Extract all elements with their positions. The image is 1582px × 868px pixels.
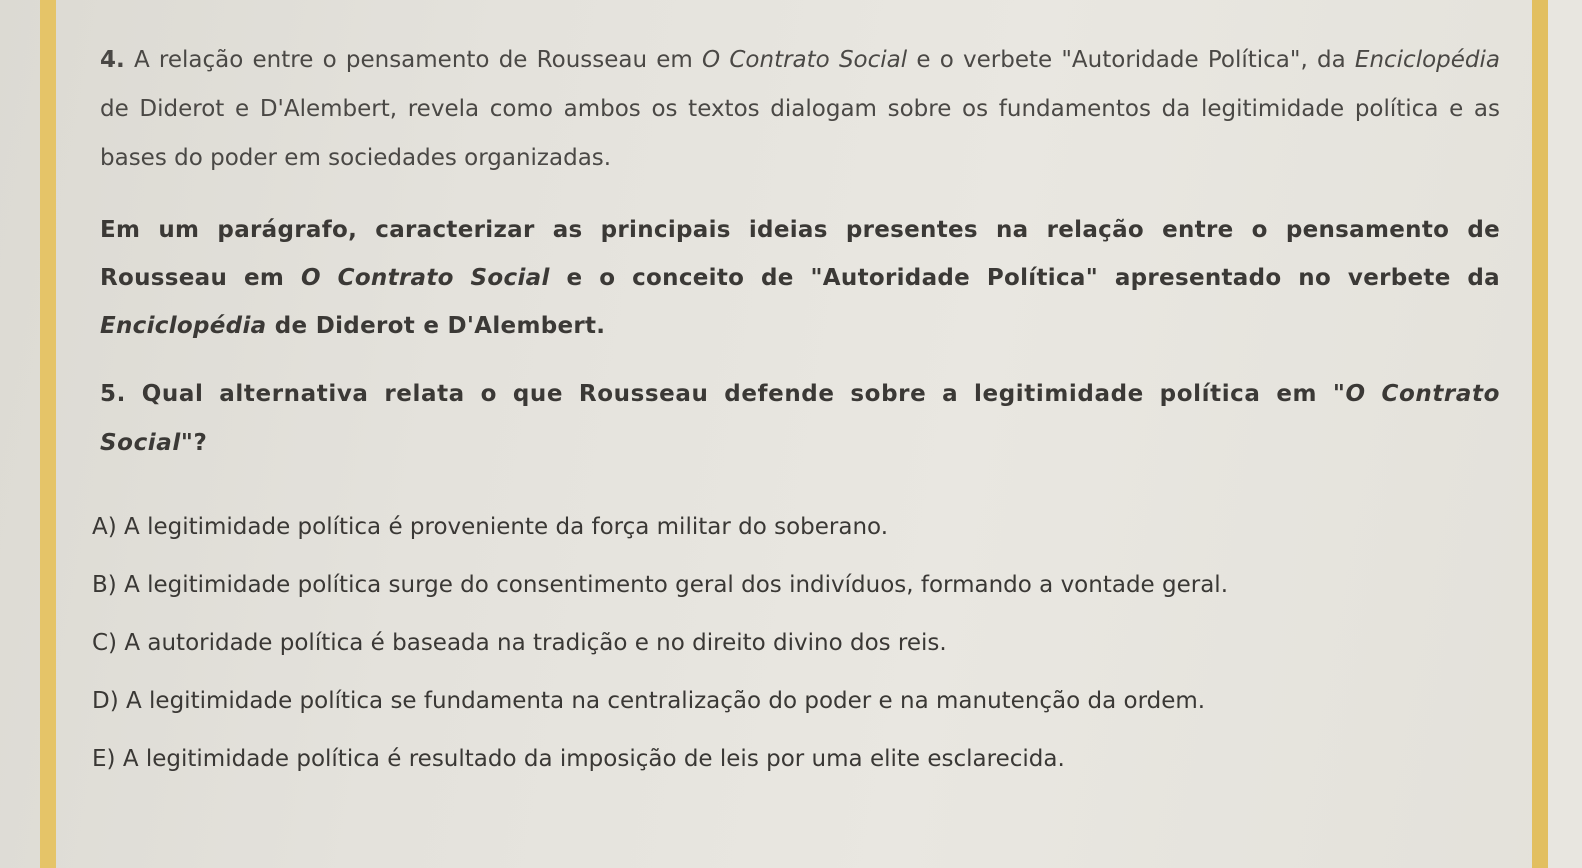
- q4-intro-text-2: e o verbete "Autoridade Política", da: [907, 47, 1355, 73]
- option-e: E) A legitimidade política é resultado da imposição de leis por uma elite esclarecida.: [92, 746, 1065, 772]
- option-c: C) A autoridade política é baseada na tradição e no direito divino dos reis.: [92, 630, 947, 656]
- q5-title: O Contrato Social: [100, 381, 1500, 456]
- option-a: A) A legitimidade política é proveniente da força militar do soberano.: [92, 514, 889, 540]
- question-5-prompt: [100, 370, 1500, 468]
- option-b: B) A legitimidade política surge do consentimento geral dos indivíduos, formando a vontade geral.: [92, 572, 1229, 598]
- q4-task-title-2: Enciclopédia: [100, 313, 267, 339]
- q4-task-text-1: Em um parágrafo, caracterizar as principais ideias presentes na relação entre o pensamento de Rousseau em: [100, 217, 1500, 291]
- q4-task-title-1: O Contrato Social: [300, 265, 550, 291]
- q4-intro-title-1: O Contrato Social: [702, 47, 908, 73]
- right-yellow-border: [1532, 0, 1548, 868]
- right-edge-strip: [1548, 0, 1582, 868]
- question-4-task: [100, 206, 1500, 350]
- q4-task-text-3: de Diderot e D'Alembert.: [266, 313, 606, 339]
- question-5-options: [92, 498, 1492, 788]
- q4-intro-text-1: A relação entre o pensamento de Rousseau em: [133, 47, 703, 73]
- option-d: D) A legitimidade política se fundamenta na centralização do poder e na manutenção da ordem.: [92, 688, 1206, 714]
- q4-intro-text-3: de Diderot e D'Alembert, revela como ambos os textos dialogam sobre os fundamentos da legitimidade política e as bases do poder em sociedades organizadas.: [100, 96, 1500, 171]
- q5-text-2: "?: [180, 430, 208, 456]
- question-4-intro: [100, 36, 1500, 183]
- question-4-number: 4.: [100, 47, 125, 73]
- q4-task-text-2: e o conceito de "Autoridade Política" apresentado no verbete da: [549, 265, 1500, 291]
- q5-text-1: 5. Qual alternativa relata o que Rousseau defende sobre a legitimidade política em ": [100, 381, 1346, 407]
- q4-intro-title-2: Enciclopédia: [1354, 47, 1500, 73]
- left-yellow-border: [40, 0, 56, 868]
